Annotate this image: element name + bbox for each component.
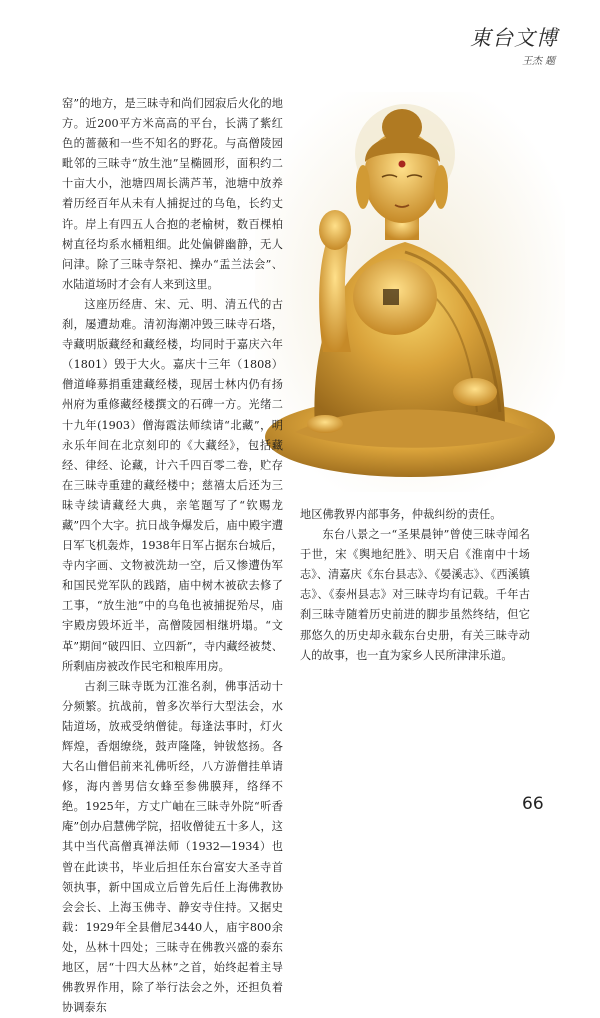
- magazine-logo: [470, 22, 585, 72]
- article-left-column: [62, 94, 283, 1018]
- paragraph: 古刹三昧寺既为江淮名刹，佛事活动十分频繁。抗战前，曾多次举行大型法会，水陆道场，放戒受纳僧徒。每逢法事时，灯火辉煌，香烟缭绕，鼓声隆隆，钟钹悠扬。各大名山僧侣前来礼佛听经，八方游僧挂单请修，海内善男信女蜂至参佛膜拜，络绎不绝。1925年，方丈广岫在三昧寺外院“听香庵”创办启慧佛学院，招收僧徒五十多人，这其中当代高僧真禅法师（1932—1934）也曾在此读书，毕业后担任东台富安大圣寺首领执事，新中国成立后曾先后任上海佛教协会会长、上海玉佛寺、静安寺住持。又据史载：1929年全县僧尼3440人，庙宇800余处，丛林十四处；三昧寺在佛教兴盛的泰东地区，居“十四大丛林”之首，始终起着主导佛教界作用，除了举行法会之外，还担负着协调泰东: [62, 679, 283, 1015]
- magazine-title: 東台文博: [470, 26, 558, 50]
- calligrapher-signature: 王杰 题: [522, 56, 556, 67]
- paragraph: 东台八景之一“圣果晨钟”曾使三昧寺闻名于世，宋《舆地纪胜》、明天启《淮南中十场志》、清嘉庆《东台县志》、《晏溪志》、《西溪镇志》、《泰州县志》对三昧寺均有记载。千年古刹三昧寺随着历史前进的脚步虽然终结，但它那悠久的历史却永载东台史册，有关三昧寺动人的故事，也一直为家乡人民所津津乐道。: [300, 528, 530, 662]
- paragraph: 窑”的地方，是三昧寺和尚们园寂后火化的地方。近200平方米高高的平台，长满了紫红色的蔷薇和一些不知名的野花。与高僧陵园毗邻的三昧寺“放生池”呈椭圆形，面积约二十亩大小，池塘四周长满芦苇，池塘中放养着历经百年从未有人捕捉过的乌龟，长约丈许。岸上有四五人合抱的老榆树，数百棵柏树直径均系水桶粗细。此处偏僻幽静，无人问津。除了三昧寺祭祀、操办“盂兰法会”、水陆道场时才会有人来到这里。: [62, 97, 283, 291]
- buddha-statue-illustration: [255, 92, 565, 492]
- paragraph: 地区佛教界内部事务，仲裁纠纷的责任。: [300, 508, 502, 521]
- article-right-column: [300, 505, 530, 666]
- page-number: 66: [522, 794, 544, 814]
- paragraph: 这座历经唐、宋、元、明、清五代的古刹，屡遭劫难。清初海潮冲毁三昧寺石塔，寺藏明版藏经和藏经楼，均同时于嘉庆六年（1801）毁于大火。嘉庆十三年（1808）僧道峰募捐重建藏经楼，现居士林内仍有扬州府为重修藏经楼撰文的石碑一方。光绪二十九年(1903）僧海霞法师续请“北藏”，明永乐年间在北京刻印的《大藏经》，包括藏经、律经、论藏，计六千四百零二卷，贮存在三昧寺重建的藏经楼中；慈禧太后还为三昧寺续请藏经大典，亲笔题写了“钦赐龙藏”四个大字。抗日战争爆发后，庙中殿宇遭日军飞机轰炸，1938年日军占据东台城后，寺内字画、文物被洗劫一空，后又惨遭伪军和国民党军队的践踏，庙中树木被砍去修了工事，“放生池”中的乌龟也被捕捉殆尽，庙宇殿房毁坏近半，高僧陵园相继坍塌。“文革”期间“破四旧、立四新”，寺内藏经被焚、所剩庙房被改作民宅和粮库用房。: [62, 297, 283, 673]
